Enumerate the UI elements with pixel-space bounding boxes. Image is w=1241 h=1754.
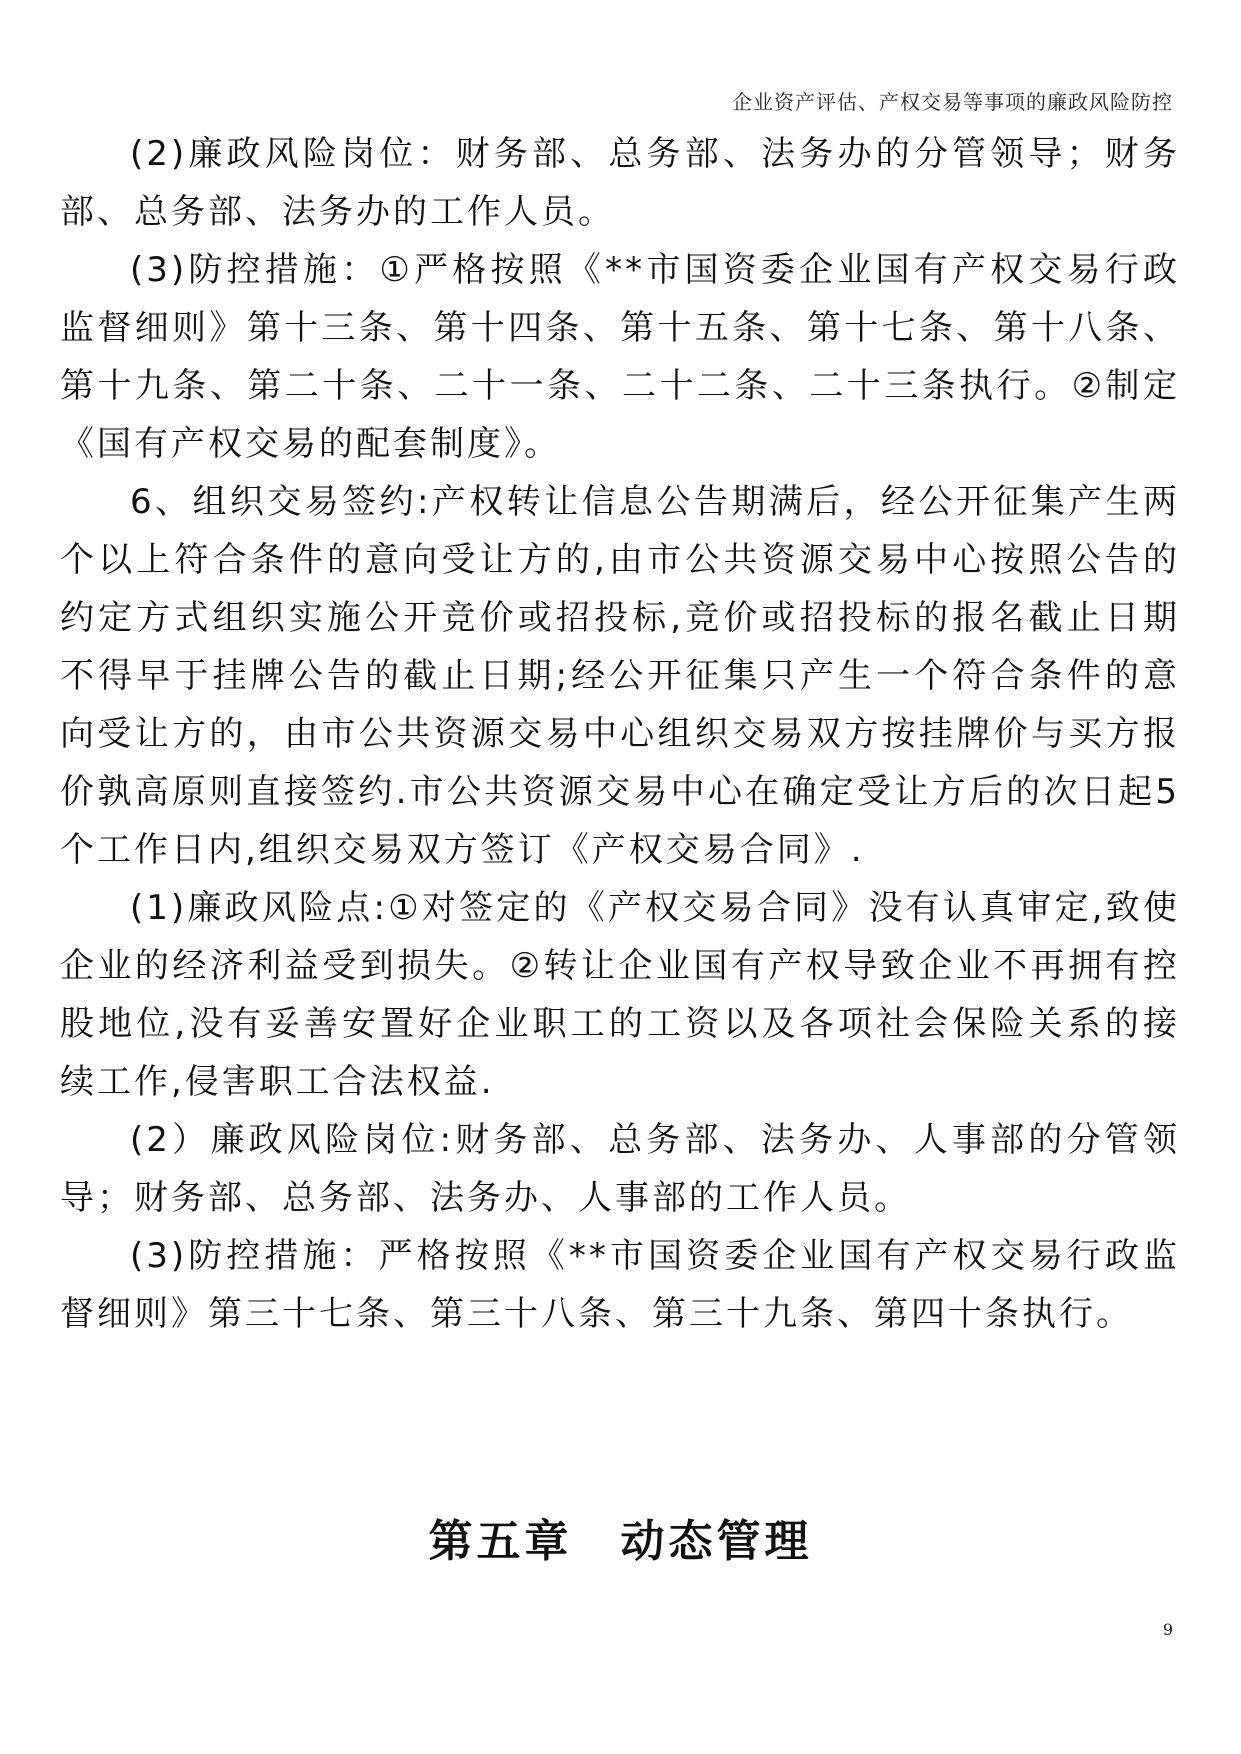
page-number: 9 — [1162, 1620, 1173, 1639]
body-text — [60, 125, 1180, 1343]
chapter-heading: 第五章 动态管理 — [428, 1516, 813, 1567]
paragraph-risk-positions-1: (2)廉政风险岗位：财务部、总务部、法务办的分管领导；财务部、总务部、法务办的工作人员。 — [60, 134, 1180, 232]
paragraph-risk-points: (1)廉政风险点:①对签定的《产权交易合同》没有认真审定,致使企业的经济利益受到损失。②转让企业国有产权导致企业不再拥有控股地位,没有妥善安置好企业职工的工资以及各项社会保险关系的接续工作,侵害职工合法权益. — [60, 888, 1180, 1102]
paragraph-risk-positions-2: (2）廉政风险岗位:财务部、总务部、法务办、人事部的分管领导；财务部、总务部、法务办、人事部的工作人员。 — [60, 1120, 1180, 1218]
running-header: 企业资产评估、产权交易等事项的廉政风险防控 — [732, 90, 1173, 114]
paragraph-organize-signing: 6、组织交易签约:产权转让信息公告期满后，经公开征集产生两个以上符合条件的意向受让方的,由市公共资源交易中心按照公告的约定方式组织实施公开竞价或招投标,竞价或招投标的报名截止日期不得早于挂牌公告的截止日期;经公开征集只产生一个符合条件的意向受让方的，由市公共资源交易中心组织交易双方按挂牌价与买方报价孰高原则直接签约.市公共资源交易中心在确定受让方后的次日起5个工作日内,组织交易双方签订《产权交易合同》. — [60, 482, 1180, 870]
paragraph-control-measures-2: (3)防控措施：严格按照《**市国资委企业国有产权交易行政监督细则》第三十七条、第三十八条、第三十九条、第四十条执行。 — [60, 1236, 1180, 1334]
paragraph-control-measures-1: (3)防控措施：①严格按照《**市国资委企业国有产权交易行政监督细则》第十三条、第十四条、第十五条、第十七条、第十八条、第十九条、第二十条、二十一条、二十二条、二十三条执行。②制定《国有产权交易的配套制度》。 — [60, 250, 1180, 464]
